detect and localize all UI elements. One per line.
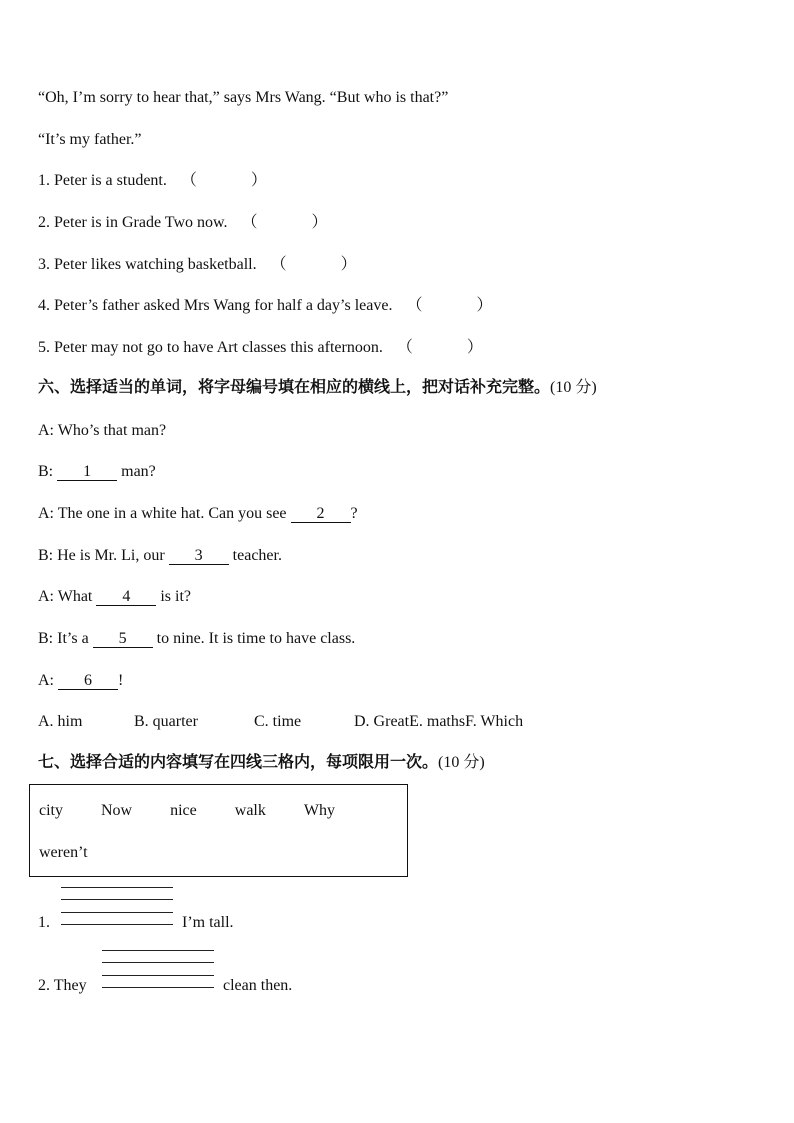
dialog-line-5: A: What 4 is it?: [38, 588, 192, 605]
story-line-2: “It’s my father.”: [38, 131, 142, 148]
word-bank-item: Now: [101, 802, 133, 819]
answer-blank-1[interactable]: 1: [57, 463, 117, 481]
answer-blank-5[interactable]: 5: [93, 630, 153, 648]
option-list: [38, 712, 523, 732]
answer-blank-4[interactable]: 4: [96, 588, 156, 606]
dialog-line-3: A: The one in a white hat. Can you see 2 ?: [38, 505, 358, 522]
dialog-line-1: A: Who’s that man?: [38, 422, 167, 439]
four-line-grid-2[interactable]: [102, 950, 214, 990]
word-bank-item: city: [39, 802, 63, 819]
section-title: 七、选择合适的内容填写在四线三格内，每项限用一次。: [38, 752, 439, 771]
tf-question-text: 3. Peter likes watching basketball.: [38, 256, 257, 273]
dialog-line-4: B: He is Mr. Li, our 3 teacher.: [38, 547, 282, 564]
q1-text: I’m tall.: [182, 914, 234, 931]
section-score: (10 分): [438, 754, 485, 771]
q2-text: clean then.: [223, 977, 293, 994]
option-b: B. quarter: [134, 713, 198, 730]
section-7-heading: [38, 752, 485, 773]
dialog-line-6: B: It’s a 5 to nine. It is time to have class.: [38, 630, 356, 647]
answer-blank-6[interactable]: 6: [58, 672, 118, 690]
answer-blank-3[interactable]: 3: [169, 547, 229, 565]
section-score: (10 分): [550, 379, 597, 396]
dialog-line-2: B: 1 man?: [38, 463, 156, 480]
option-e: E. maths: [409, 713, 466, 730]
tf-question-text: 4. Peter’s father asked Mrs Wang for half a day’s leave.: [38, 297, 393, 314]
option-d: D. Great: [354, 713, 410, 730]
answer-parentheses[interactable]: （ ）: [396, 339, 483, 356]
answer-parentheses[interactable]: （ ）: [180, 172, 267, 189]
four-line-grid-1[interactable]: [61, 887, 173, 927]
answer-parentheses[interactable]: （ ）: [406, 297, 493, 314]
story-line-1: “Oh, I’m sorry to hear that,” says Mrs Wang. “But who is that?”: [38, 89, 449, 106]
section-title: 六、选择适当的单词，将字母编号填在相应的横线上，把对话补充完整。: [38, 377, 551, 396]
word-bank-item: Why: [303, 802, 335, 819]
word-bank-item: walk: [234, 802, 266, 819]
dialog-line-7: A: 6 !: [38, 672, 124, 689]
word-bank-box: [29, 784, 408, 877]
tf-question-2: [38, 213, 328, 233]
tf-question-5: [38, 338, 483, 358]
section-6-heading: [38, 377, 597, 398]
word-bank-item: weren’t: [39, 844, 88, 861]
option-f: F. Which: [465, 713, 524, 730]
option-c: C. time: [254, 713, 302, 730]
q2-prefix: 2. They: [38, 977, 87, 994]
tf-question-text: 5. Peter may not go to have Art classes this afternoon.: [38, 339, 383, 356]
option-a: A. him: [38, 713, 83, 730]
tf-question-text: 2. Peter is in Grade Two now.: [38, 214, 228, 231]
word-bank-item: nice: [170, 802, 197, 819]
tf-question-1: [38, 171, 267, 191]
answer-parentheses[interactable]: （ ）: [270, 256, 357, 273]
tf-question-4: [38, 296, 492, 316]
answer-blank-2[interactable]: 2: [291, 505, 351, 523]
q1-number: 1.: [38, 914, 50, 931]
tf-question-3: [38, 255, 357, 275]
tf-question-text: 1. Peter is a student.: [38, 172, 167, 189]
answer-parentheses[interactable]: （ ）: [241, 214, 328, 231]
